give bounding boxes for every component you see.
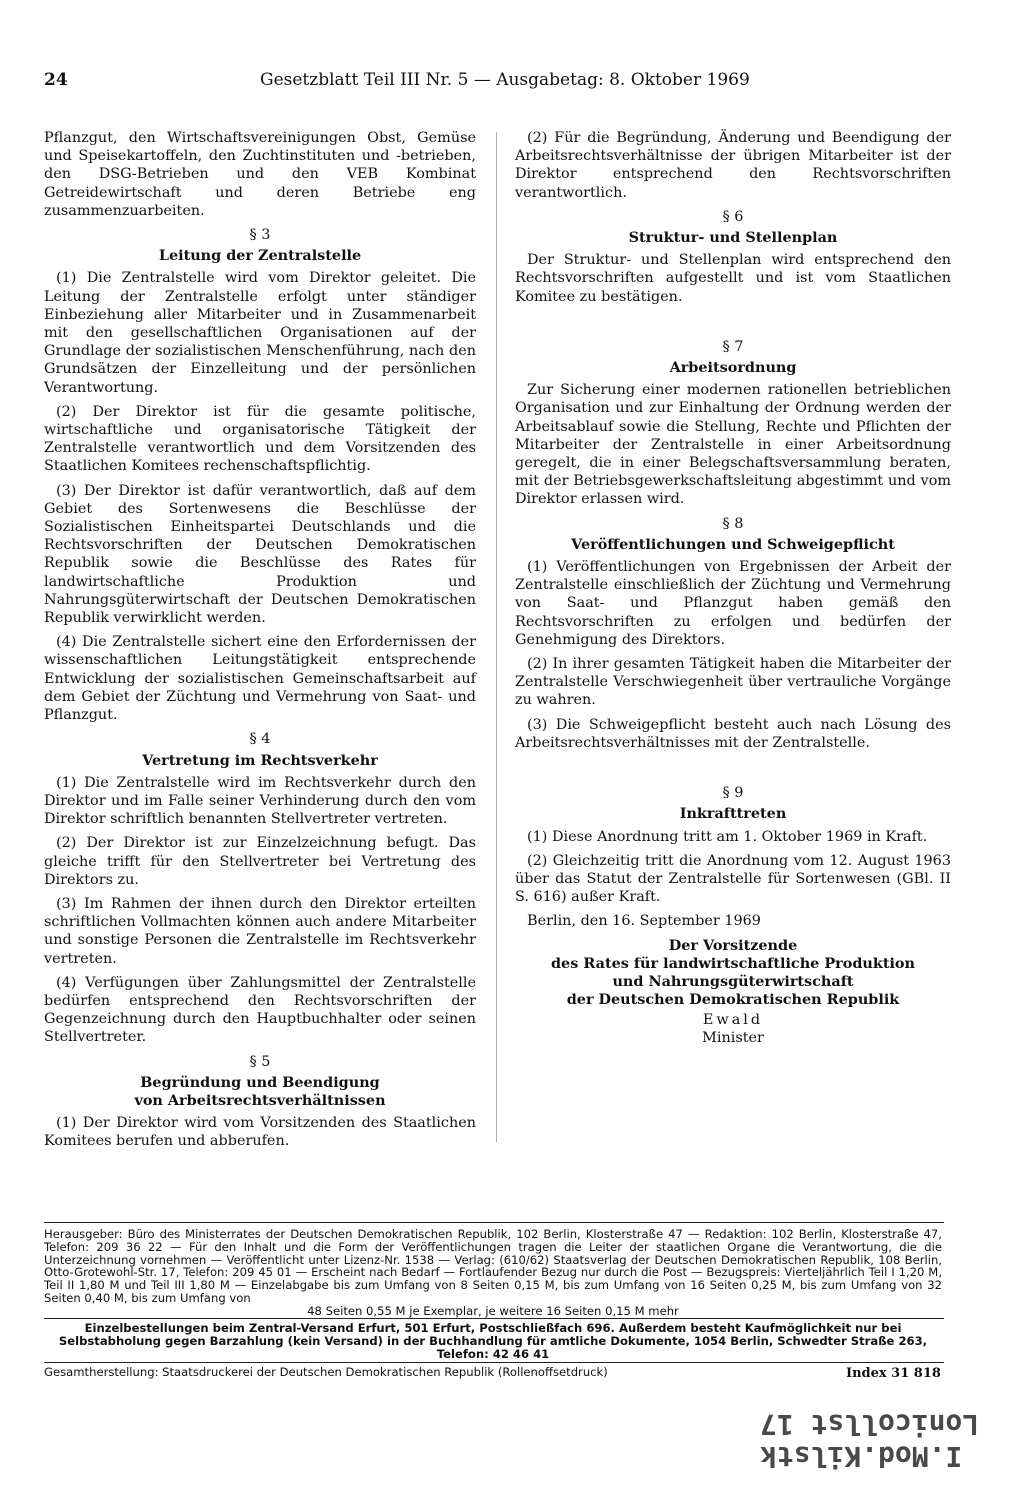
section-number: § 5 <box>249 1053 271 1070</box>
section-title: von Arbeitsrechtsverhältnissen <box>134 1091 386 1109</box>
paragraph: (1) Der Direktor wird vom Vorsitzenden des Staatlichen Komitees berufen und abberufen. <box>44 1115 476 1150</box>
paragraph: (3) Im Rahmen der ihnen durch den Direktor erteilten schriftlichen Vollmachten können auch andere Mitarbeiter und sonstige Personen die Zentralstelle im Rechtsverkehr vertreten. <box>44 895 476 967</box>
footer-rule <box>44 1318 944 1319</box>
paragraph: Der Struktur- und Stellenplan wird entsprechend den Rechtsvorschriften aufgestellt und ist vom Staatlichen Komitee zu bestätigen. <box>515 252 951 305</box>
section-title: Arbeitsordnung <box>669 359 797 377</box>
place-and-date: Berlin, den 16. September 1969 <box>527 913 761 930</box>
section-number: § 8 <box>722 515 744 532</box>
stamp-line: I.Mod.Kilstk <box>760 1440 963 1473</box>
section-number: § 4 <box>249 731 271 748</box>
paragraph: (2) In ihrer gesamten Tätigkeit haben die Mitarbeiter der Zentralstelle Verschwiegenheit über vertrauliche Vorgänge zu wahren. <box>515 656 951 709</box>
paragraph: Pflanzgut, den Wirtschaftsvereinigungen Obst, Gemüse und Speisekartoffeln, den Zuchtinstituten und -betrieben, den DSG-Betrieben und den VEB Kombinat Getreidewirtschaft und deren Betriebe eng zusammenzuarbeiten. <box>44 130 476 219</box>
footer-rule <box>44 1222 944 1223</box>
footer-rule <box>44 1362 944 1363</box>
section-title: Vertretung im Rechtsverkehr <box>142 751 378 769</box>
paragraph: (1) Die Zentralstelle wird vom Direktor geleitet. Die Leitung der Zentralstelle erfolgt unter ständiger Einbeziehung aller Mitarbeiter und in Zusammenarbeit mit den gesellschaftlichen Organisationen auf der Grundlage der sozialistischen Menschenführung, nach den Grundsätzen der Einzelleitung und der persönlichen Verantwortung. <box>44 270 476 396</box>
paragraph: (2) Gleichzeitig tritt die Anordnung vom 12. August 1963 über das Statut der Zentralstelle für Sortenwesen (GBl. II S. 616) außer Kraft. <box>515 852 951 906</box>
section-number: § 9 <box>722 785 744 802</box>
imprint-text-last: 48 Seiten 0,55 M je Exemplar, je weitere 16 Seiten 0,15 M mehr <box>307 1303 679 1318</box>
section-number: § 3 <box>249 227 271 244</box>
imprint <box>44 1228 942 1318</box>
paragraph: (3) Die Schweigepflicht besteht auch nach Lösung des Arbeitsrechtsverhältnisses mit der Zentralstelle. <box>515 716 951 751</box>
signature-block-line: des Rates für landwirtschaftliche Produktion <box>551 954 915 972</box>
paragraph: (1) Diese Anordnung tritt am 1. Oktober 1969 in Kraft. <box>527 828 928 845</box>
signature-block-line: Der Vorsitzende <box>668 936 798 954</box>
right-column <box>515 129 951 1047</box>
paragraph: (3) Der Direktor ist dafür verantwortlich, daß auf dem Gebiet des Sortenwesens die Beschlüsse der Sozialistischen Einheitspartei Deutschlands und die Rechtsvorschriften der Deutschen Demokratischen Republik sowie die Beschlüsse des Rates für landwirtschaftliche Produktion und Nahrungsgüterwirtschaft der Deutschen Demokratischen Republik verwirklicht werden. <box>44 482 476 627</box>
page-number: 24 <box>44 70 68 90</box>
paragraph: (2) Der Direktor ist für die gesamte politische, wirtschaftliche und organisatorische Tätigkeit der Zentralstelle verantwortlich und dem Vorsitzenden des Staatlichen Komitees rechenschaftspflichtig. <box>44 403 476 475</box>
paragraph: (4) Verfügungen über Zahlungsmittel der Zentralstelle bedürfen entsprechend den Rechtsvorschriften der Gegenzeichnung durch den Hauptbuchhalter oder seinen Stellvertreter. <box>44 974 476 1046</box>
imprint-text: Herausgeber: Büro des Ministerrates der Deutschen Demokratischen Republik, 102 Berlin, Klosterstraße 47 — Redaktion: 102 Berlin, Klosterstraße 47, Telefon: 209 36 22 — Für den Inhalt und die Form der Veröffentlichungen tragen die Leiter der staatlichen Organe die Verantwortung, die die Unterzeichnung vornehmen — Veröffentlicht unter Lizenz-Nr. 1538 — Verlag: (610/62) Staatsverlag der Deutschen Demokratischen Republik, 108 Berlin, Otto-Grotewohl-Str. 17, Telefon: 209 45 01 — Erscheint nach Bedarf — Fortlaufender Bezug nur durch die Post — Bezugspreis: Vierteljährlich Teil I 1,20 M, Teil II 1,80 M und Teil III 1,80 M — Einzelabgabe bis zum Umfang von 8 Seiten 0,15 M, bis zum Umfang von 16 Seiten 0,25 M, bis zum Umfang von 32 Seiten 0,40 M, bis zum Umfang von <box>44 1227 942 1305</box>
signatory-name: Ewald <box>702 1011 764 1028</box>
ordering-info: Einzelbestellungen beim Zentral-Versand Erfurt, 501 Erfurt, Postschließfach 696. Außerdem besteht Kaufmöglichkeit nur bei Selbstabholung gegen Barzahlung (kein Versand) in der Buchhandlung für amtliche Dokumente, 1054 Berlin, Schwedter Straße 263, Telefon: 42 46 41 <box>58 1321 928 1361</box>
section-title: Begründung und Beendigung <box>140 1073 380 1091</box>
section-number: § 6 <box>722 208 744 225</box>
section-number: § 7 <box>722 338 744 355</box>
section-title: Struktur- und Stellenplan <box>628 229 838 247</box>
section-title: Veröffentlichungen und Schweigepflicht <box>571 535 895 553</box>
section-title: Inkrafttreten <box>679 805 787 823</box>
signatory-role: Minister <box>702 1029 764 1046</box>
paragraph: (1) Die Zentralstelle wird im Rechtsverkehr durch den Direktor und im Falle seiner Verhinderung durch den vom Direktor schriftlich benannten Stellvertreter vertreten. <box>44 774 476 828</box>
running-title: Gesetzblatt Teil III Nr. 5 — Ausgabetag: 8. Oktober 1969 <box>260 70 750 90</box>
paragraph: (2) Für die Begründung, Änderung und Beendigung der Arbeitsrechtsverhältnisse der übrigen Mitarbeiter ist der Direktor entsprechend den Rechtsvorschriften verantwortlich. <box>515 130 951 201</box>
printer-credit: Gesamtherstellung: Staatsdruckerei der Deutschen Demokratischen Republik (Rollenoffsetdruck) <box>44 1365 608 1379</box>
paragraph: Zur Sicherung einer modernen rationellen betrieblichen Organisation und zur Einhaltung der Ordnung werden der Arbeitsablauf sowie die Stellung, Rechte und Pflichten der Mitarbeiter der Zentralstelle in einer Arbeitsordnung geregelt, die in einer Belegschaftsversammlung beraten, mit der Betriebsgewerkschaftsleitung abgestimmt und vom Direktor erlassen wird. <box>515 382 951 508</box>
paragraph: (4) Die Zentralstelle sichert eine den Erfordernissen der wissenschaftlichen Leitungstätigkeit entsprechende Entwicklung der sozialistischen Gemeinschaftsarbeit auf dem Gebiet der Züchtung und Vermehrung von Saat- und Pflanzgut. <box>44 634 476 724</box>
signature-block-line: der Deutschen Demokratischen Republik <box>566 990 900 1008</box>
library-stamp <box>760 1408 979 1472</box>
column-divider <box>496 132 497 1142</box>
signature-block-line: und Nahrungsgüterwirtschaft <box>612 972 854 990</box>
left-column <box>44 129 476 1157</box>
stamp-line: Lonicollst 17 <box>760 1408 980 1441</box>
paragraph: (1) Veröffentlichungen von Ergebnissen der Arbeit der Zentralstelle einschließlich der Züchtung und Vermehrung von Saat- und Pflanzgut haben gemäß den Rechtsvorschriften zu erfolgen und bedürfen der Genehmigung des Direktors. <box>515 559 951 648</box>
index-number: Index 31 818 <box>846 1366 941 1381</box>
paragraph: (2) Der Direktor ist zur Einzelzeichnung befugt. Das gleiche trifft für den Stellvertreter bei Vertretung des Direktors zu. <box>44 835 476 888</box>
section-title: Leitung der Zentralstelle <box>158 247 362 265</box>
